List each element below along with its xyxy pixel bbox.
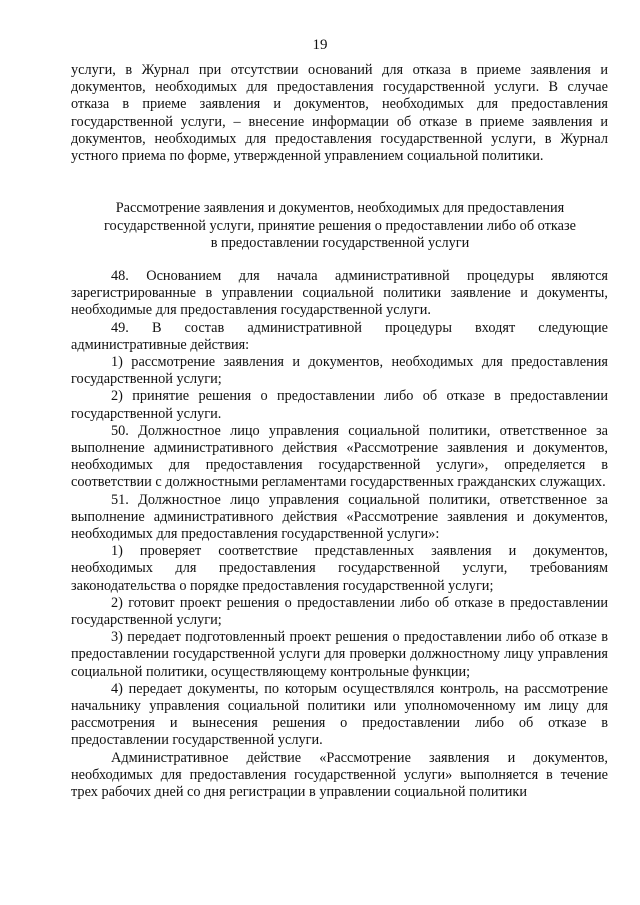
paragraph-51-item-4: 4) передает документы, по которым осуществлялся контроль, на рассмотрение начальнику управления социальной политики или уполномоченному им лицу для рассмотрения и вынесения решения о предоставлении либо об отказе в предоставлении государственной услуги. [71,680,608,749]
paragraph-admin-action: Административное действие «Рассмотрение заявления и документов, необходимых для предоставления государственной услуги» выполняется в течение трех рабочих дней со дня регистрации в управлении социальной политики [71,749,608,801]
paragraph-51-item-3: 3) передает подготовленный проект решения о предоставлении либо об отказе в предоставлении государственной услуги для проверки должностному лицу управления социальной политики, осуществляющему контрольные функции; [71,629,608,680]
page-number: 19 [312,37,328,53]
paragraph-49-item-1: 1) рассмотрение заявления и документов, необходимых для предоставления государственной услуги; [71,354,608,388]
paragraph-51-item-2: 2) готовит проект решения о предоставлении либо об отказе в предоставлении государственной услуги; [71,594,608,629]
paragraph-49: 49. В состав административной процедуры входят следующие административные действия: [71,319,608,353]
paragraph-51-item-1: 1) проверяет соответствие представленных заявления и документов, необходимых для предоставления государственной услуги, требованиям законодательства о порядке предоставления государственной услуги; [71,543,608,594]
paragraph-49-item-2: 2) принятие решения о предоставлении либо об отказе в предоставлении государственной услуги. [71,388,608,422]
paragraph-51: 51. Должностное лицо управления социальной политики, ответственное за выполнение административного действия «Рассмотрение заявления и документов, необходимых для предоставления государственной услуги»: [71,491,608,543]
section-heading-line: государственной услуги, принятие решения о предоставлении либо об отказе [104,217,576,234]
section-heading-line: в предоставлении государственной услуги [210,235,470,252]
section-heading [80,200,600,253]
section-heading-line: Рассмотрение заявления и документов, необходимых для предоставления [115,200,565,216]
paragraph-continuation: услуги, в Журнал при отсутствии оснований для отказа в приеме заявления и документов, необходимых для предоставления государственной услуги. В случае отказа в приеме заявления и документов, необходимых для предоставления государственной услуги, – внесение информации об отказе в приеме заявления и документов, необходимых для предоставления государственной услуги, в Журнал устного приема по форме, утвержденной управлением социальной политики. [71,62,608,165]
main-text-block [71,268,608,801]
top-text-block [71,62,608,165]
paragraph-48: 48. Основанием для начала административной процедуры являются зарегистрированные в управлении социальной политики заявление и документы, необходимые для предоставления государственной услуги. [71,268,608,319]
paragraph-50: 50. Должностное лицо управления социальной политики, ответственное за выполнение административного действия «Рассмотрение заявления и документов, необходимых для предоставления государственной услуги», определяется в соответствии с должностными регламентами государственных гражданских служащих. [71,422,608,491]
